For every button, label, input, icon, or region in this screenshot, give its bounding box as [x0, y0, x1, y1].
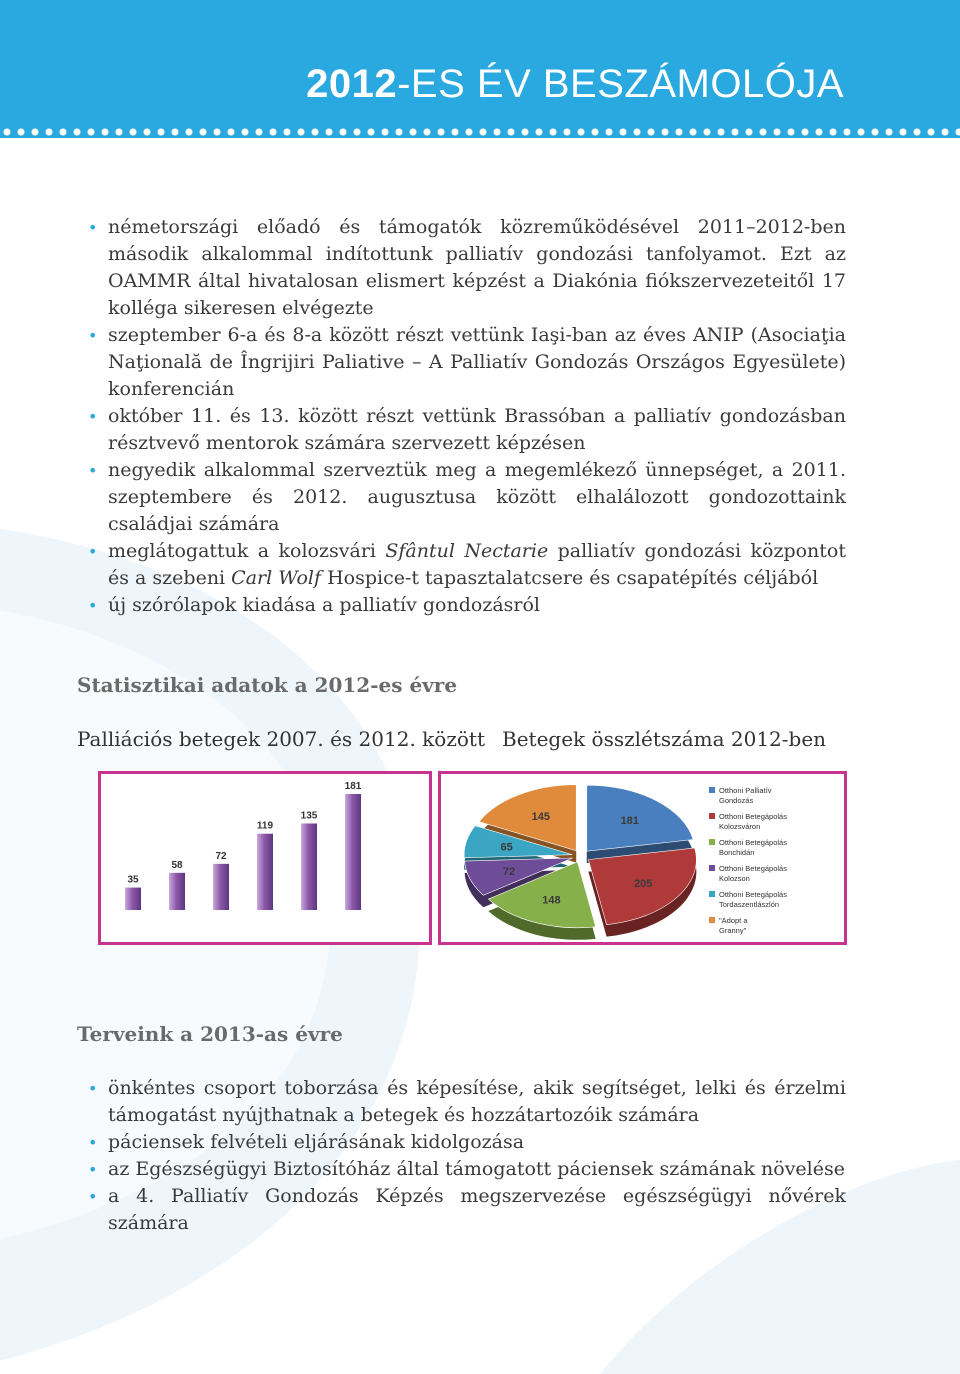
list-item: • az Egészségügyi Biztosítóház által támogatott páciensek számának növelése [88, 1156, 846, 1183]
pie-slice [587, 785, 693, 851]
list-item: • szeptember 6-a és 8-a között részt vettünk Iaşi-ban az éves ANIP (Asociaţia Naţională de Îngrijiri Paliative – A Palliatív Gondozás Országos Egyesülete) konferencián [88, 322, 846, 403]
pie-value-label: 148 [542, 894, 561, 907]
plans-list [88, 1075, 846, 1237]
pie-chart-caption: Betegek összlétszáma 2012-ben [502, 727, 827, 751]
pie-value-label: 72 [502, 866, 516, 879]
legend-swatch [709, 839, 715, 845]
plans-heading: Terveink a 2013-as évre [77, 1022, 343, 1046]
bar-chart-frame [98, 771, 432, 945]
legend-entry: Otthoni Betegápolás Kolozsváron [719, 812, 787, 831]
list-item: • páciensek felvételi eljárásának kidolgozása [88, 1129, 846, 1156]
pie-value-label: 205 [633, 878, 653, 891]
legend-entry: Otthoni Palliatív Gondozás [719, 786, 772, 805]
pie-chart-frame [438, 771, 847, 945]
bar [345, 794, 361, 910]
legend-entry: Otthoni Betegápolás Tordaszentlászlón [719, 890, 787, 909]
legend-entry: Otthoni Betegápolás Bonchidán [719, 838, 787, 857]
bar-value-label: 58 [171, 859, 183, 871]
stats-heading: Statisztikai adatok a 2012-es évre [77, 673, 458, 697]
legend-swatch [709, 813, 715, 819]
bar-value-label: 135 [300, 810, 318, 822]
legend-swatch [709, 917, 715, 923]
pie-value-label: 181 [620, 814, 639, 827]
list-item: • a 4. Palliatív Gondozás Képzés megszervezése egészségügyi nővérek számára [88, 1183, 846, 1237]
bar [169, 873, 185, 910]
legend-entry: Otthoni Betegápolás Kolozson [719, 864, 787, 883]
legend-swatch [709, 787, 715, 793]
list-item: • negyedik alkalommal szerveztük meg a megemlékező ünnepséget, a 2011. szeptembere és 2012. augusztusa között elhalálozott gondozottaink családjai számára [88, 457, 846, 538]
bar [301, 823, 317, 910]
bar [213, 864, 229, 910]
legend-entry: "Adopt a Granny" [719, 916, 748, 935]
bar-value-label: 181 [344, 781, 362, 792]
list-item: • meglátogattuk a kolozsvári Sfântul Nectarie palliatív gondozási központot és a szebeni Carl Wolf Hospice-t tapasztalatcsere és csapatépítés céljából [88, 538, 846, 592]
title-year: 2012 [306, 62, 398, 106]
legend-swatch [709, 891, 715, 897]
pie-chart [441, 774, 844, 942]
title-text: -ES ÉV BESZÁMOLÓJA [397, 62, 844, 106]
legend-swatch [709, 865, 715, 871]
list-item: • október 11. és 13. között részt vettünk Brassóban a palliatív gondozásban résztvevő mentorok számára szervezett képzésen [88, 403, 846, 457]
bar [125, 888, 141, 910]
list-item: • németországi előadó és támogatók közreműködésével 2011–2012-ben második alkalommal indítottunk palliatív gondozási tanfolyamot. Ezt az OAMMR által hivatalosan elismert képzést a Diakónia fiókszervezeteitől 17 kolléga sikeresen elvégezte [88, 214, 846, 322]
pie-value-label: 145 [531, 810, 550, 823]
bar [257, 834, 273, 910]
activities-list [88, 214, 846, 619]
bar-value-label: 35 [127, 874, 139, 886]
list-item: • új szórólapok kiadása a palliatív gondozásról [88, 592, 846, 619]
list-item: • önkéntes csoport toborzása és képesítése, akik segítséget, lelki és érzelmi támogatást nyújthatnak a betegek és hozzátartozóik számára [88, 1075, 846, 1129]
bar-value-label: 72 [215, 850, 227, 862]
bar-value-label: 119 [256, 820, 274, 832]
bar-chart-caption: Palliációs betegek 2007. és 2012. között [77, 727, 485, 751]
pie-value-label: 65 [500, 841, 513, 854]
bar-chart [101, 774, 429, 942]
